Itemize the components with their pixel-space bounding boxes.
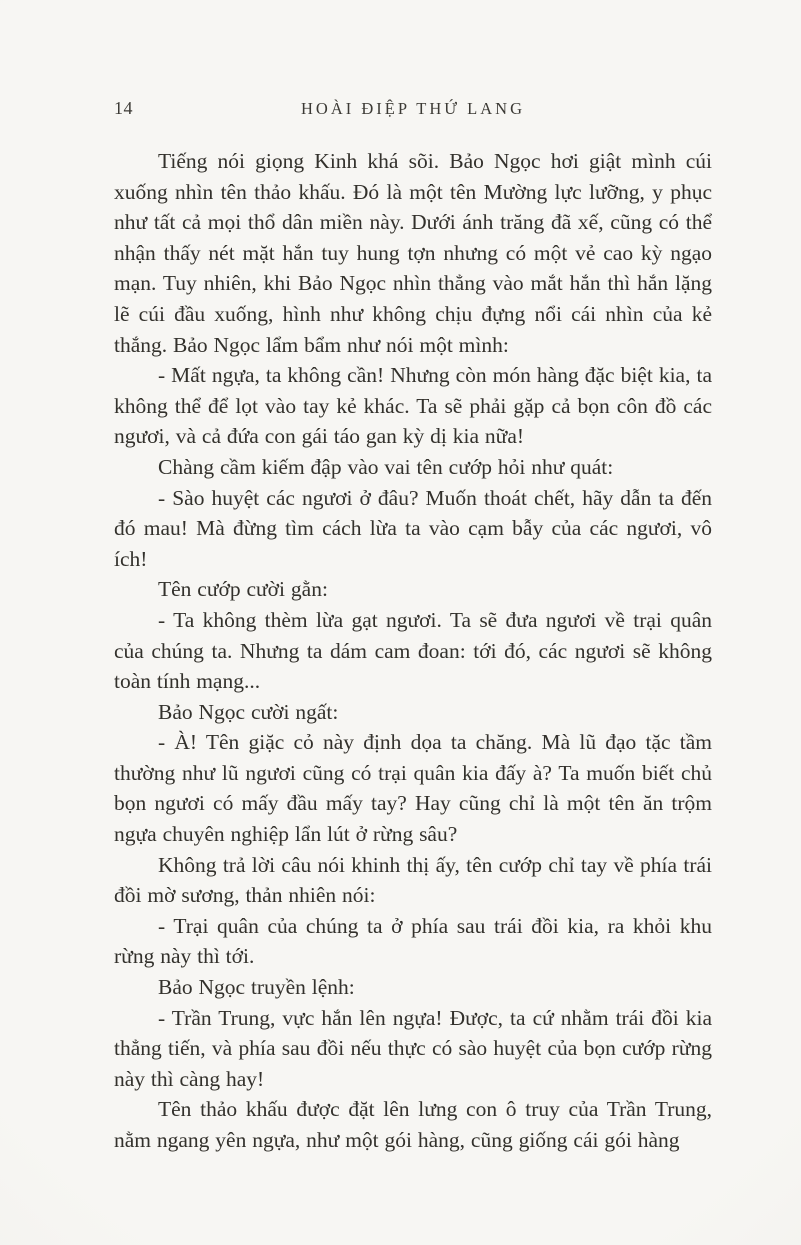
paragraph: - Mất ngựa, ta không cần! Nhưng còn món hàng đặc biệt kia, ta không thể để lọt vào tay kẻ khác. Ta sẽ phải gặp cả bọn côn đồ các ngươi, và cả đứa con gái táo gan kỳ dị kia nữa! [114, 363, 712, 449]
running-head [114, 98, 712, 124]
running-header-title: HOÀI ĐIỆP THỨ LANG [301, 99, 525, 118]
paragraph: Chàng cầm kiếm đập vào vai tên cướp hỏi như quát: [158, 454, 614, 479]
paragraph: Tên thảo khấu được đặt lên lưng con ô truy của Trần Trung, nằm ngang yên ngựa, như một gói hàng, cũng giống cái gói hàng [114, 1097, 712, 1152]
paragraph: Tiếng nói giọng Kinh khá sõi. Bảo Ngọc hơi giật mình cúi xuống nhìn tên thảo khấu. Đó là một tên Mường lực lưỡng, y phục như tất cả mọi thổ dân miền này. Dưới ánh trăng đã xế, cũng có thể nhận thấy nét mặt hắn tuy hung tợn nhưng có một vẻ cao kỳ ngạo mạn. Tuy nhiên, khi Bảo Ngọc nhìn thẳng vào mắt hắn thì hắn lặng lẽ cúi đầu xuống, hình như không chịu đựng nổi cái nhìn của kẻ thắng. Bảo Ngọc lẩm bẩm như nói một mình: [114, 149, 712, 357]
paragraph: Không trả lời câu nói khinh thị ấy, tên cướp chỉ tay về phía trái đồi mờ sương, thản nhiên nói: [114, 852, 712, 908]
paragraph: Bảo Ngọc truyền lệnh: [158, 975, 355, 1000]
paragraph: Bảo Ngọc cười ngất: [158, 699, 339, 724]
paragraph: - Trần Trung, vực hắn lên ngựa! Được, ta cứ nhằm trái đồi kia thẳng tiến, và phía sau đồi nếu thực có sào huyệt của bọn cướp rừng này thì càng hay! [114, 1005, 712, 1091]
paragraph: - Ta không thèm lừa gạt ngươi. Ta sẽ đưa ngươi về trại quân của chúng ta. Nhưng ta dám cam đoan: tới đó, các ngươi sẽ không toàn tính mạng... [114, 607, 712, 694]
body-text [114, 146, 712, 1156]
paragraph: - Sào huyệt các ngươi ở đâu? Muốn thoát chết, hãy dẫn ta đến đó mau! Mà đừng tìm cách lừa ta vào cạm bẫy của các ngươi, vô ích! [114, 485, 712, 571]
paragraph: Tên cướp cười gằn: [158, 577, 328, 602]
page-number: 14 [114, 98, 133, 118]
paragraph: - Trại quân của chúng ta ở phía sau trái đồi kia, ra khỏi khu rừng này thì tới. [114, 913, 712, 969]
paragraph: - À! Tên giặc cỏ này định dọa ta chăng. Mà lũ đạo tặc tầm thường như lũ ngươi cũng có trại quân kia đấy à? Ta muốn biết chủ bọn ngươi có mấy đầu mấy tay? Hay cũng chỉ là một tên ăn trộm ngựa chuyên nghiệp lẩn lút ở rừng sâu? [114, 730, 712, 847]
